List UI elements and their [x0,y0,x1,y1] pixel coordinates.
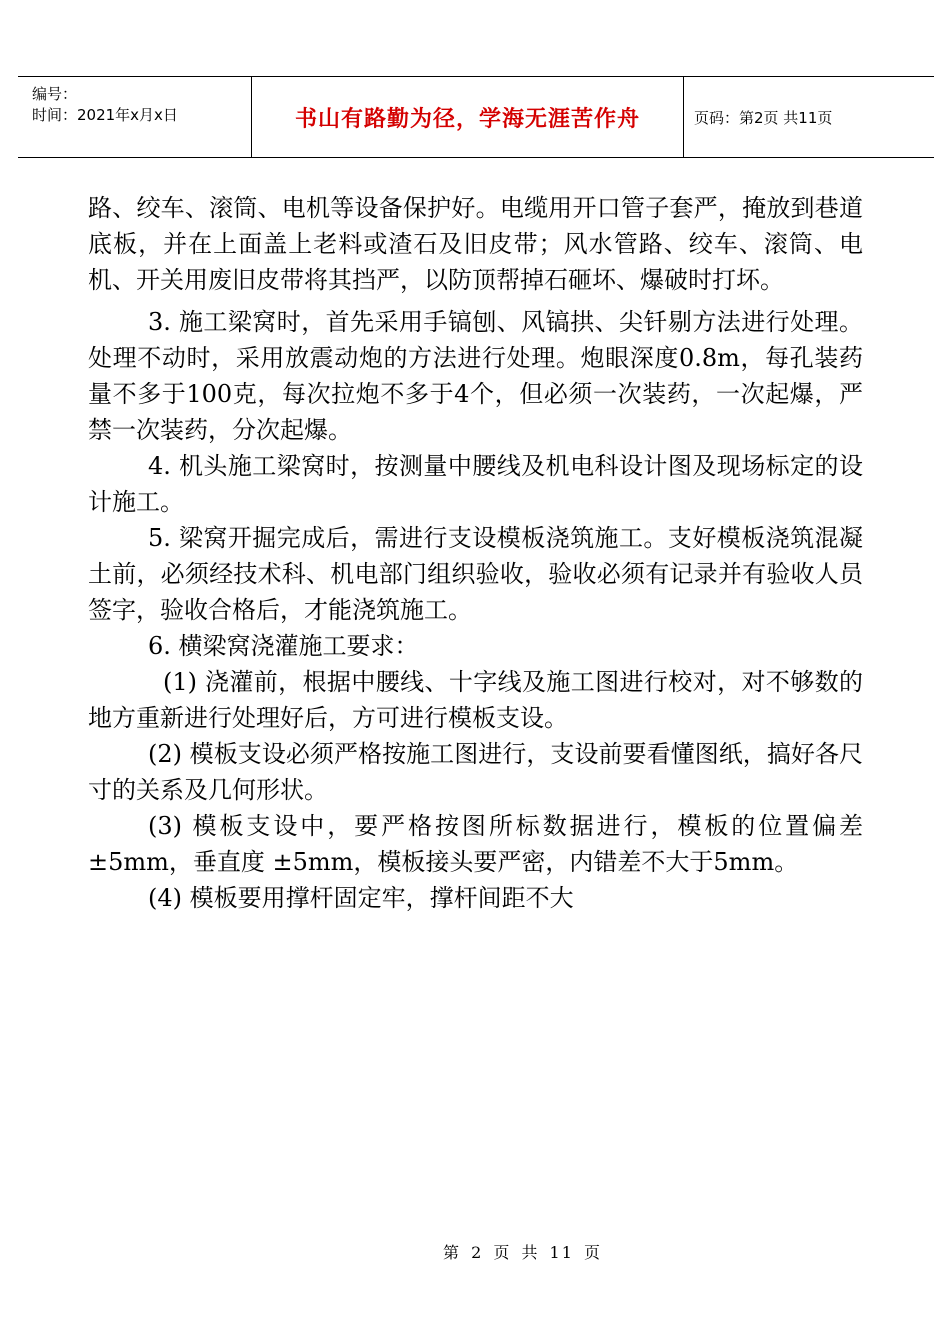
paragraph-continuation: 路、绞车、滚筒、电机等设备保护好。电缆用开口管子套严，掩放到巷道底板，并在上面盖上老料或渣石及旧皮带；风水管路、绞车、滚筒、电机、开关用废旧皮带将其挡严，以防顶帮掉石砸坏、爆破时打坏。 [88,194,863,294]
page-footer [0,1240,950,1263]
document-time-label: 时间：2021年x月x日 [32,106,178,124]
header-motto: 书山有路勤为径，学海无涯苦作舟 [252,77,684,157]
paragraph-item-6: 6. 横梁窝浇灌施工要求： [148,632,419,660]
header-table [18,76,934,158]
document-number-label: 编号： [32,85,78,103]
paragraph-item-4: 4. 机头施工梁窝时，按测量中腰线及机电科设计图及现场标定的设计施工。 [88,452,863,516]
paragraph-item-3: 3. 施工梁窝时，首先采用手镐刨、风镐拱、尖钎剔方法进行处理。处理不动时，采用放震动炮的方法进行处理。炮眼深度0.8m，每孔装药量不多于100克，每次拉炮不多于4个，但必须一次装药，一次起爆，严禁一次装药，分次起爆。 [88,308,863,444]
paragraph-subitem-2: (2) 模板支设必须严格按施工图进行，支设前要看懂图纸，搞好各尺寸的关系及几何形状。 [88,740,863,804]
paragraph-subitem-3: (3) 模板支设中，要严格按图所标数据进行，模板的位置偏差 ±5mm，垂直度 ±5mm，模板接头要严密，内错差不大于5mm。 [88,812,863,876]
paragraph-item-5: 5. 梁窝开掘完成后，需进行支设模板浇筑施工。支好模板浇筑混凝土前，必须经技术科、机电部门组织验收，验收必须有记录并有验收人员签字，验收合格后，才能浇筑施工。 [88,524,863,624]
paragraph-subitem-1: (1) 浇灌前，根据中腰线、十字线及施工图进行校对，对不够数的地方重新进行处理好后，方可进行模板支设。 [88,668,863,732]
footer-page-number: 第 2 页 共 11 页 [443,1243,602,1262]
paragraph-subitem-4: (4) 模板要用撑杆固定牢，撑杆间距不大 [148,884,574,912]
header-page-info: 页码：第2页 共11页 [694,108,833,127]
header-meta-cell [18,77,252,157]
document-body [88,190,863,916]
